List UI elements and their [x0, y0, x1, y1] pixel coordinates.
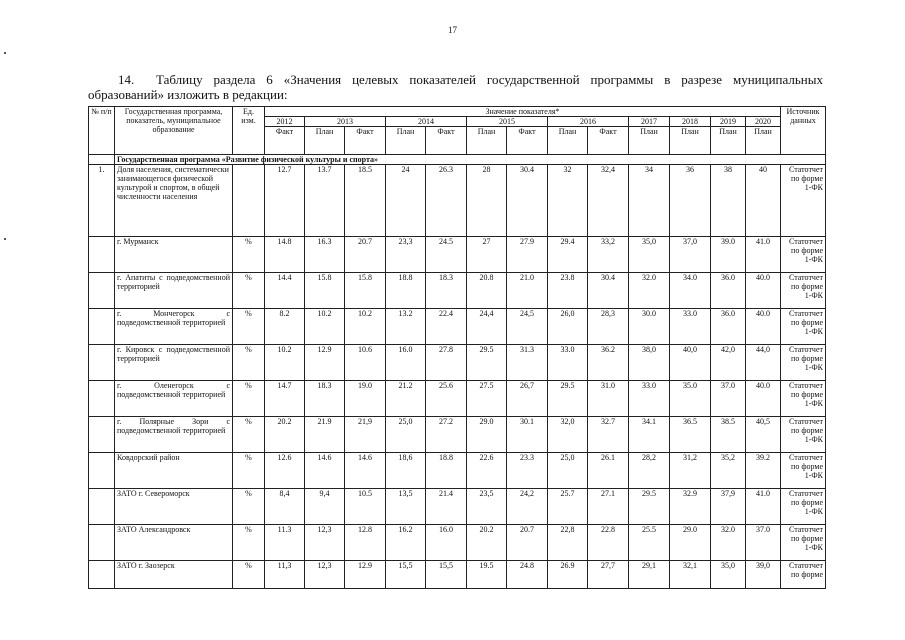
- row-number-cell: [89, 489, 115, 525]
- value-cell: 36.0: [711, 309, 746, 345]
- row-unit-cell: %: [233, 309, 265, 345]
- value-cell: 8.2: [265, 309, 305, 345]
- year-header: 2017: [629, 117, 670, 127]
- row-name-cell: г. Оленегорск с подведомственной территорией: [115, 381, 233, 417]
- row-unit-cell: %: [233, 273, 265, 309]
- value-cell: 16.0: [426, 525, 467, 561]
- value-cell: 10.2: [345, 309, 386, 345]
- value-cell: 30.0: [629, 309, 670, 345]
- value-cell: 34.1: [629, 417, 670, 453]
- value-cell: 44,0: [746, 345, 781, 381]
- value-cell: 32.0: [629, 273, 670, 309]
- value-cell: 14.6: [345, 453, 386, 489]
- year-header: 2019: [711, 117, 746, 127]
- value-cell: 16.2: [386, 525, 426, 561]
- value-cell: 22,8: [548, 525, 588, 561]
- row-name-cell: г. Мончегорск с подведомственной территорией: [115, 309, 233, 345]
- value-cell: 12.7: [265, 165, 305, 237]
- value-cell: 29.4: [548, 237, 588, 273]
- value-cell: 41.0: [746, 237, 781, 273]
- value-cell: 32,0: [548, 417, 588, 453]
- value-cell: 28,3: [588, 309, 629, 345]
- subcol-header: Факт: [345, 127, 386, 155]
- value-cell: 21.2: [386, 381, 426, 417]
- value-cell: 32.7: [588, 417, 629, 453]
- table-row: [89, 453, 826, 489]
- value-cell: 20.2: [467, 525, 507, 561]
- value-cell: 27,7: [588, 561, 629, 589]
- value-cell: 40,5: [746, 417, 781, 453]
- row-number-cell: 1.: [89, 165, 115, 237]
- scan-mark: [4, 238, 6, 240]
- value-cell: 25.6: [426, 381, 467, 417]
- value-cell: 36: [670, 165, 711, 237]
- row-source-cell: Статотчет по форме 1-ФК: [781, 489, 826, 525]
- value-cell: 24,2: [507, 489, 548, 525]
- value-cell: 36.5: [670, 417, 711, 453]
- value-cell: 25,0: [386, 417, 426, 453]
- row-unit-cell: %: [233, 381, 265, 417]
- value-cell: 27.9: [507, 237, 548, 273]
- value-cell: 10.6: [345, 345, 386, 381]
- row-number-cell: [89, 237, 115, 273]
- value-cell: 35,0: [711, 561, 746, 589]
- row-unit-cell: %: [233, 525, 265, 561]
- value-cell: 18.5: [345, 165, 386, 237]
- value-cell: 39.2: [746, 453, 781, 489]
- row-unit-cell: %: [233, 489, 265, 525]
- value-cell: 37.0: [746, 525, 781, 561]
- header-name: Государственная программа, показатель, муниципальное образование: [115, 107, 233, 155]
- value-cell: 25.7: [548, 489, 588, 525]
- intro-paragraph: [88, 72, 823, 102]
- table-row: [89, 345, 826, 381]
- value-cell: 36.2: [588, 345, 629, 381]
- value-cell: 30.4: [507, 165, 548, 237]
- value-cell: 35.0: [670, 381, 711, 417]
- subcol-header: Факт: [588, 127, 629, 155]
- value-cell: 33.0: [548, 345, 588, 381]
- value-cell: 14.7: [265, 381, 305, 417]
- intro-number: 14.: [118, 72, 135, 87]
- value-cell: 10.5: [345, 489, 386, 525]
- value-cell: 15.8: [345, 273, 386, 309]
- value-cell: 23,5: [467, 489, 507, 525]
- row-name-cell: ЗАТО г. Североморск: [115, 489, 233, 525]
- value-cell: 21.0: [507, 273, 548, 309]
- value-cell: 14.6: [305, 453, 345, 489]
- value-cell: 29.5: [548, 381, 588, 417]
- value-cell: 18.8: [386, 273, 426, 309]
- value-cell: 11,3: [265, 561, 305, 589]
- value-cell: 15,5: [426, 561, 467, 589]
- program-title: Государственная программа «Развитие физической культуры и спорта»: [115, 155, 826, 165]
- value-cell: 18.3: [305, 381, 345, 417]
- value-cell: 27: [467, 237, 507, 273]
- value-cell: 37,0: [670, 237, 711, 273]
- row-name-cell: Доля населения, систематически занимающегося физической культурой и спортом, в общей численности населения: [115, 165, 233, 237]
- row-number-cell: [89, 381, 115, 417]
- value-cell: 27.1: [588, 489, 629, 525]
- subcol-header: План: [711, 127, 746, 155]
- value-cell: 29.5: [629, 489, 670, 525]
- row-source-cell: Статотчет по форме 1-ФК: [781, 381, 826, 417]
- value-cell: 25,0: [548, 453, 588, 489]
- year-header: 2016: [548, 117, 629, 127]
- value-cell: 16.3: [305, 237, 345, 273]
- value-cell: 12,3: [305, 561, 345, 589]
- value-cell: 29.0: [467, 417, 507, 453]
- value-cell: 42,0: [711, 345, 746, 381]
- table-row: [89, 381, 826, 417]
- table-row: [89, 309, 826, 345]
- value-cell: 21.9: [305, 417, 345, 453]
- value-cell: 40.0: [746, 273, 781, 309]
- row-source-cell: Статотчет по форме 1-ФК: [781, 525, 826, 561]
- value-cell: 21.4: [426, 489, 467, 525]
- year-header: 2014: [386, 117, 467, 127]
- value-cell: 22.8: [588, 525, 629, 561]
- header-unit: Ед. изм.: [233, 107, 265, 155]
- value-cell: 25.5: [629, 525, 670, 561]
- value-cell: 38,0: [629, 345, 670, 381]
- row-number-cell: [89, 525, 115, 561]
- year-header: 2015: [467, 117, 548, 127]
- subcol-header: План: [746, 127, 781, 155]
- value-cell: 27.5: [467, 381, 507, 417]
- row-number-cell: [89, 273, 115, 309]
- row-source-cell: Статотчет по форме 1-ФК: [781, 345, 826, 381]
- row-name-cell: г. Мурманск: [115, 237, 233, 273]
- indicators-table: [88, 106, 826, 589]
- value-cell: 10.2: [265, 345, 305, 381]
- value-cell: 18,6: [386, 453, 426, 489]
- value-cell: 23.8: [548, 273, 588, 309]
- value-cell: 20.2: [265, 417, 305, 453]
- value-cell: 26.3: [426, 165, 467, 237]
- value-cell: 12.9: [345, 561, 386, 589]
- value-cell: 31.3: [507, 345, 548, 381]
- value-cell: 33.0: [629, 381, 670, 417]
- value-cell: 37,9: [711, 489, 746, 525]
- value-cell: 40.0: [746, 309, 781, 345]
- header-source: Источник данных: [781, 107, 826, 155]
- value-cell: 13,5: [386, 489, 426, 525]
- row-number-cell: [89, 417, 115, 453]
- value-cell: 40.0: [746, 381, 781, 417]
- row-name-cell: г. Кировск с подведомственной территорией: [115, 345, 233, 381]
- value-cell: 20.7: [507, 525, 548, 561]
- value-cell: 41.0: [746, 489, 781, 525]
- value-cell: 33,2: [588, 237, 629, 273]
- value-cell: 13.7: [305, 165, 345, 237]
- value-cell: 32.0: [711, 525, 746, 561]
- row-number-cell: [89, 453, 115, 489]
- value-cell: 30.1: [507, 417, 548, 453]
- year-header: 2020: [746, 117, 781, 127]
- row-name-cell: г. Апатиты с подведомственной территорией: [115, 273, 233, 309]
- value-cell: 15.8: [305, 273, 345, 309]
- value-cell: 22.6: [467, 453, 507, 489]
- value-cell: 15,5: [386, 561, 426, 589]
- value-cell: 39,0: [746, 561, 781, 589]
- value-cell: 26,7: [507, 381, 548, 417]
- value-cell: 12.9: [305, 345, 345, 381]
- value-cell: 24.5: [426, 237, 467, 273]
- subcol-header: План: [670, 127, 711, 155]
- table-row: [89, 525, 826, 561]
- value-cell: 28,2: [629, 453, 670, 489]
- row-number-cell: [89, 345, 115, 381]
- row-name-cell: ЗАТО Александровск: [115, 525, 233, 561]
- intro-text: Таблицу раздела 6 «Значения целевых показателей государственной программы в разрезе муниципальных образований» изложить в редакции:: [88, 72, 823, 102]
- value-cell: 20.8: [467, 273, 507, 309]
- value-cell: 23,3: [386, 237, 426, 273]
- value-cell: 38.5: [711, 417, 746, 453]
- value-cell: 18.3: [426, 273, 467, 309]
- value-cell: 38: [711, 165, 746, 237]
- value-cell: 31.0: [588, 381, 629, 417]
- value-cell: 37.0: [711, 381, 746, 417]
- year-header: 2012: [265, 117, 305, 127]
- value-cell: 8,4: [265, 489, 305, 525]
- value-cell: 27.2: [426, 417, 467, 453]
- table-row: [89, 237, 826, 273]
- value-cell: 9,4: [305, 489, 345, 525]
- value-cell: 26.9: [548, 561, 588, 589]
- table-row: [89, 489, 826, 525]
- value-cell: 13.2: [386, 309, 426, 345]
- subcol-header: План: [305, 127, 345, 155]
- subcol-header: План: [629, 127, 670, 155]
- row-unit-cell: %: [233, 453, 265, 489]
- subcol-header: План: [386, 127, 426, 155]
- value-cell: 18.8: [426, 453, 467, 489]
- row-source-cell: Статотчет по форме 1-ФК: [781, 417, 826, 453]
- value-cell: 40: [746, 165, 781, 237]
- row-source-cell: Статотчет по форме 1-ФК: [781, 273, 826, 309]
- row-name-cell: г. Полярные Зори с подведомственной территорией: [115, 417, 233, 453]
- row-number-cell: [89, 561, 115, 589]
- value-cell: 23.3: [507, 453, 548, 489]
- value-cell: 24: [386, 165, 426, 237]
- table-row: [89, 417, 826, 453]
- value-cell: 30.4: [588, 273, 629, 309]
- row-name-cell: Ковдорский район: [115, 453, 233, 489]
- row-name-cell: ЗАТО г. Заозерск: [115, 561, 233, 589]
- header-value: Значение показателя*: [265, 107, 781, 117]
- value-cell: 32,1: [670, 561, 711, 589]
- value-cell: 29.0: [670, 525, 711, 561]
- value-cell: 20.7: [345, 237, 386, 273]
- value-cell: 22.4: [426, 309, 467, 345]
- value-cell: 16.0: [386, 345, 426, 381]
- table-row: [89, 165, 826, 237]
- value-cell: 36.0: [711, 273, 746, 309]
- row-unit-cell: %: [233, 345, 265, 381]
- value-cell: 24,5: [507, 309, 548, 345]
- table-row: [89, 561, 826, 589]
- value-cell: 12.8: [345, 525, 386, 561]
- row-unit-cell: [233, 165, 265, 237]
- value-cell: 29,1: [629, 561, 670, 589]
- value-cell: 39.0: [711, 237, 746, 273]
- row-source-cell: Статотчет по форме: [781, 561, 826, 589]
- row-source-cell: Статотчет по форме 1-ФК: [781, 309, 826, 345]
- year-header: 2013: [305, 117, 386, 127]
- value-cell: 21,9: [345, 417, 386, 453]
- row-unit-cell: %: [233, 417, 265, 453]
- scan-mark: [4, 52, 6, 54]
- value-cell: 26.1: [588, 453, 629, 489]
- value-cell: 27.8: [426, 345, 467, 381]
- header-no: № п/п: [89, 107, 115, 155]
- value-cell: 31,2: [670, 453, 711, 489]
- value-cell: 19.5: [467, 561, 507, 589]
- value-cell: 35,2: [711, 453, 746, 489]
- value-cell: 35,0: [629, 237, 670, 273]
- row-unit-cell: %: [233, 561, 265, 589]
- subcol-header: Факт: [507, 127, 548, 155]
- value-cell: 14.4: [265, 273, 305, 309]
- table-row: [89, 273, 826, 309]
- row-source-cell: Статотчет по форме 1-ФК: [781, 165, 826, 237]
- year-header: 2018: [670, 117, 711, 127]
- value-cell: 28: [467, 165, 507, 237]
- row-unit-cell: %: [233, 237, 265, 273]
- subcol-header: Факт: [265, 127, 305, 155]
- row-number-cell: [89, 309, 115, 345]
- value-cell: 32: [548, 165, 588, 237]
- value-cell: 12.6: [265, 453, 305, 489]
- value-cell: 24,4: [467, 309, 507, 345]
- value-cell: 19.0: [345, 381, 386, 417]
- value-cell: 10.2: [305, 309, 345, 345]
- value-cell: 12,3: [305, 525, 345, 561]
- value-cell: 24.8: [507, 561, 548, 589]
- value-cell: 32.9: [670, 489, 711, 525]
- value-cell: 34.0: [670, 273, 711, 309]
- value-cell: 26,0: [548, 309, 588, 345]
- value-cell: 11.3: [265, 525, 305, 561]
- row-source-cell: Статотчет по форме 1-ФК: [781, 453, 826, 489]
- value-cell: 29.5: [467, 345, 507, 381]
- value-cell: 33.0: [670, 309, 711, 345]
- subcol-header: План: [467, 127, 507, 155]
- value-cell: 40,0: [670, 345, 711, 381]
- subcol-header: Факт: [426, 127, 467, 155]
- page-number: 17: [448, 25, 457, 35]
- subcol-header: План: [548, 127, 588, 155]
- value-cell: 34: [629, 165, 670, 237]
- row-source-cell: Статотчет по форме 1-ФК: [781, 237, 826, 273]
- value-cell: 32,4: [588, 165, 629, 237]
- program-row-spacer: [89, 155, 115, 165]
- value-cell: 14.8: [265, 237, 305, 273]
